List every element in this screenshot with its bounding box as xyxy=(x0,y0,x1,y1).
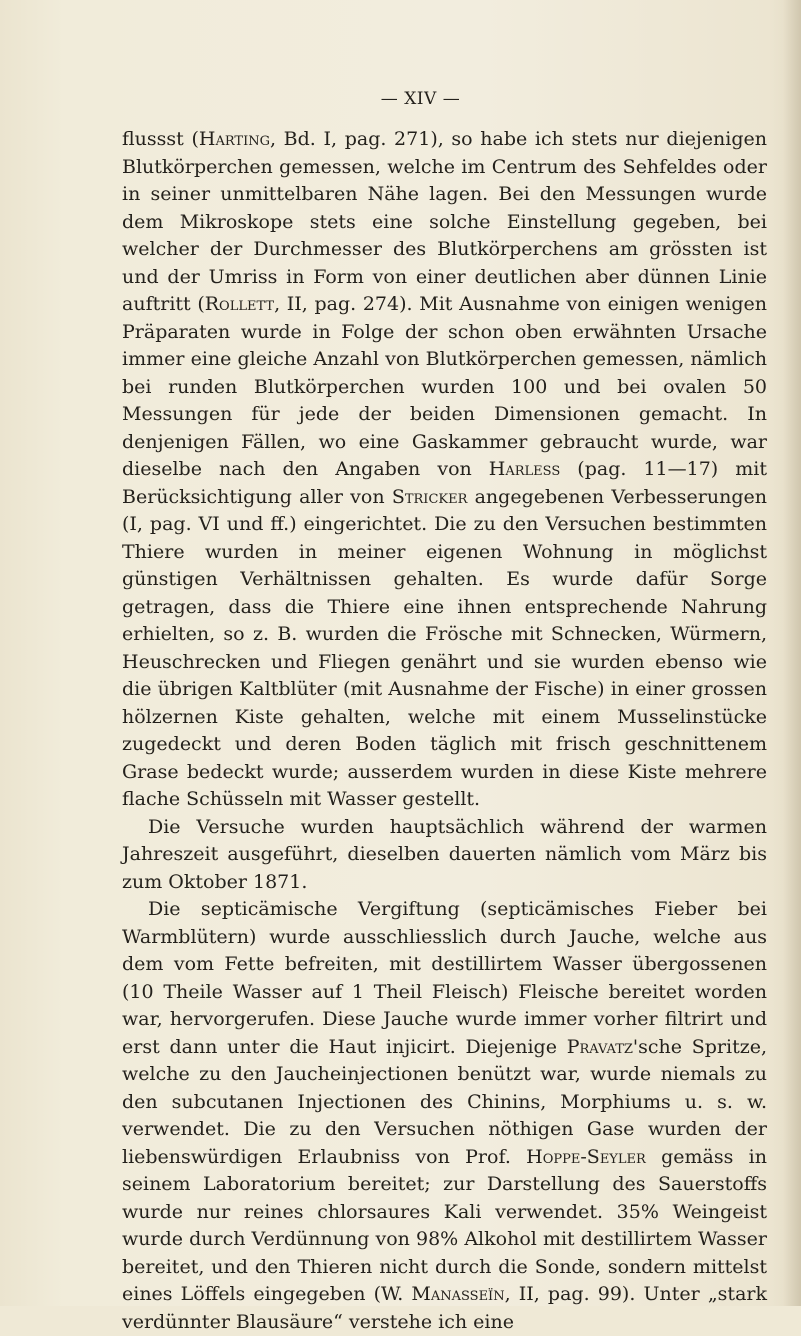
text-run: 'sche Spritze, welche zu den Jaucheinjectionen benützt war, wurde niemals zu den subcutanen Injectionen des Chinins, Morphiums u. s. w. verwendet. Die zu den Versuchen nöthigen Gase wurden der liebenswürdigen Erlaubniss von Prof. xyxy=(122,1035,768,1168)
author-name: Hoppe-Seyler xyxy=(526,1145,646,1168)
text-run: , II, pag. 274). Mit Ausnahme von einigen wenigen Präparaten wurde in Folge der schon oben erwähnten Ursache immer eine gleiche Anzahl von Blutkörperchen gemessen, nämlich bei runden Blutkörperchen wurden 100 und bei ovalen 50 Messungen für jede der beiden Dimensionen gemacht. In denjenigen Fällen, wo eine Gaskammer gebraucht wurde, war dieselbe nach den Angaben von xyxy=(122,293,767,480)
author-name: Stricker xyxy=(391,485,468,508)
text-run: (pag. 11—17) mit Berücksichtigung aller von xyxy=(122,458,767,508)
author-name: Harting xyxy=(198,128,270,150)
page-number-header: — XIV — xyxy=(380,89,461,109)
text-run: Die septicämische Vergiftung (septicämisches Fieber bei Warmblütern) wurde ausschliesslich durch Jauche, welche aus dem vom Fette befreiten, mit destillirtem Wasser übergossenen (10 Theile Wasser auf 1 Theil Fleisch) Fleische bereitet worden war, hervorgerufen. Diese Jauche wurde immer vorher filtrirt und erst dann unter die Haut injicirt. Diejenige xyxy=(122,898,767,1058)
text-run: Die Versuche wurden hauptsächlich während der warmen Jahreszeit ausgeführt, dieselben dauerten nämlich vom März bis zum Oktober 1871. xyxy=(122,815,767,893)
author-name: Harless xyxy=(488,458,561,480)
text-run: angegebenen Verbesserungen (I, pag. VI und ff.) eingerichtet. Die zu den Versuchen bestimmten Thiere wurden in meiner eigenen Wohnung in möglichst günstigen Verhältnissen gehalten. Es wurde dafür Sorge getragen, dass die Thiere eine ihnen entsprechende Nahrung erhielten, so z. B. wurden die Frösche mit Schnecken, Würmern, Heuschrecken und Fliegen genährt und sie wurden ebenso wie die übrigen Kaltblüter (mit Ausnahme der Fische) in einer grossen hölzernen Kiste gehalten, welche mit einem Musselinstücke zugedeckt und deren Boden täglich mit frisch geschnittenem Grase bedeckt wurde; ausserdem wurden in diese Kiste mehrere flache Schüsseln mit Wasser gestellt. xyxy=(122,485,767,810)
author-name: Pravatz xyxy=(566,1035,633,1058)
text-run: gemäss in seinem Laboratorium bereitet; zur Darstellung des Sauerstoffs wurde nur reines chlorsaures Kali verwendet. 35% Weingeist wurde durch Verdünnung von 98% Alkohol mit destillirtem Wasser bereitet, und den Thieren nicht durch die Sonde, sondern mittelst eines Löffels eingegeben (W. xyxy=(122,1145,767,1305)
author-name: Manasseïn xyxy=(411,1283,505,1305)
text-run: flussst ( xyxy=(122,128,199,150)
paragraph xyxy=(122,814,767,897)
paragraph xyxy=(122,126,767,814)
text-run: , II, pag. 99). Unter „stark verdünnter Blausäure“ verstehe ich eine xyxy=(122,1283,767,1333)
body-text xyxy=(122,126,767,1336)
author-name: Rollett xyxy=(204,293,275,315)
text-run: , Bd. I, pag. 271), so habe ich stets nur diejenigen Blutkörperchen gemessen, welche im Centrum des Sehfeldes oder in seiner unmittelbaren Nähe lagen. Bei den Messungen wurde dem Mikroskope stets eine solche Einstellung gegeben, bei welcher der Durchmesser des Blutkörperchens am grössten ist und der Umriss in Form von einer deutlichen aber dünnen Linie auftritt ( xyxy=(122,128,767,315)
page-edge-shadow xyxy=(783,0,801,1306)
paragraph xyxy=(122,896,767,1336)
